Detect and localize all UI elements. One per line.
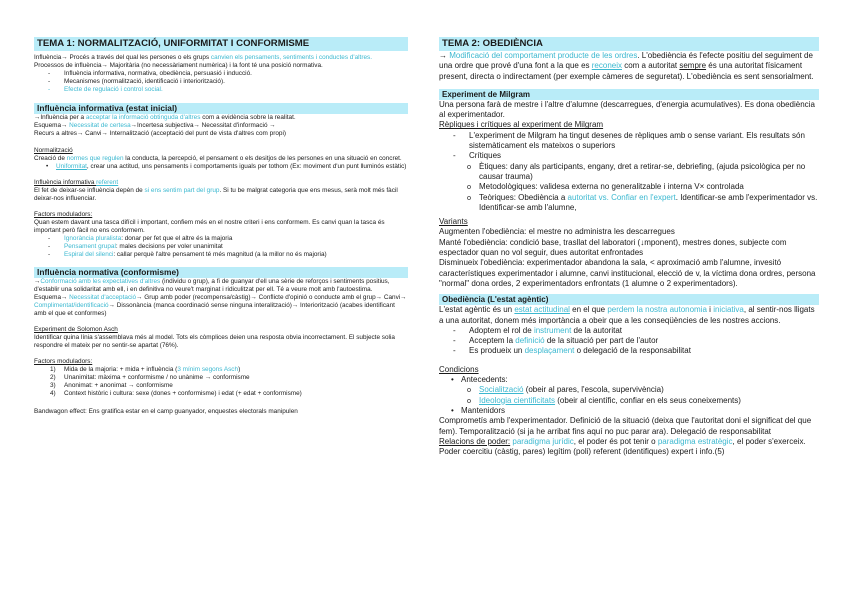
list-item: - Influència informativa, normativa, obediència, persuasió i inducció. [34, 70, 408, 78]
variants-line: Augmenten l'obediència: el mestre no administra les descarregues [439, 227, 675, 237]
right-column [439, 37, 819, 457]
list-item: o Teòriques: Obediència a autoritat vs. Confiar en l'expert. Identificar-se amb l'experimentador vs. Identificar-se amb l'alumne, [439, 193, 819, 214]
agentic-list [439, 326, 819, 357]
normative-text: →Conformació amb les expectatives d'altres (individu o grup), a fi de guanyar d'ell una sèrie de reforços i sentiments positius, d'establir una solidaritat amb ell, i en definitiva no veure't marginat i ridiculitzat per ell. Té a veure molt amb l'autoestima. [34, 278, 390, 293]
asch-text: Identificar quina línia s'assemblava més al model. Tots els còmplices deien una resposta obvia incorrectament. El subjecte solia respondre el mateix per no sentir-se apartat (76%). [34, 334, 395, 349]
normalization-text: Creació de normes que regulen la conducta, la percepció, el pensament o els desitjos de les persones en una situació en concret. [34, 155, 402, 162]
antecedents-list [439, 385, 819, 406]
modulators-list [34, 235, 408, 259]
asch-heading: Experiment de Solomon Asch [34, 326, 118, 333]
list-item: - Ignorància pluralista: donar per fet que el altre és la majoria [34, 235, 408, 243]
list-item: • Antecedents: [439, 375, 819, 385]
list-item: - Pensament grupal: males decisions per voler unanimitat [34, 243, 408, 251]
power-relations-text: Relacions de poder: paradigma jurídic, el poder és pot tenir o paradigma estratègic, el poder s'exerceix. Poder coercitiu (càstig, pares) legítim (poli) referent (identifiques) expert i info.(5) [439, 436, 806, 457]
info-influence-text: →Influència per a acceptar la informació obtinguda d'altres com a evidència sobre la realitat. [34, 114, 296, 121]
list-item: • Mantenidors [439, 406, 819, 416]
normalization-list [34, 163, 408, 171]
variants-heading: Variants [439, 217, 468, 227]
list-item: o Metodològiques: validesa externa no generalitzable i interna V× controlada [439, 182, 819, 192]
list-item: o Socialització (obeir al pares, l'escola, supervivència) [439, 385, 819, 395]
list-item: - Crítiques [439, 151, 819, 161]
milgram-replicas-heading: Rèpliques i crítiques al experiment de Milgram [439, 120, 604, 130]
influence-definition: Influència→ Procés a través del qual les persones o els grups canvien els pensaments, sentiments i conductes d'altres. [34, 54, 372, 61]
list-item: 1) Mida de la majoria: + mida + influència (3 mínim segons Asch) [50, 366, 241, 373]
conditions-heading: Condicions [439, 364, 479, 374]
milgram-list [439, 131, 819, 162]
info-influence-heading: Influència informativa (estat inicial) [34, 103, 408, 114]
obedience-intro: → Modificació del comportament producte de les ordres. L'obediència és l'efecte positiu del seguiment de una ordre que prové d'una font a la que es reconeix com a autoritat sempre és una autoritat físicament present, directa o indirectament (per exemple càmeres de seguretat). L'obediència es sent sensorialment. [439, 51, 814, 81]
bandwagon-text: Bandwagon effect: Ens gratifica estar en el camp guanyador, enquestes electorals manipulen [34, 408, 298, 415]
tema2-title: TEMA 2: OBEDIÈNCIA [439, 37, 819, 51]
info-scheme-cont: Recurs a altres→ Canvi→ Internalització (acceptació del punt de vista d'altres com propi) [34, 130, 286, 137]
list-item: - L'experiment de Milgram ha tingut desenes de rèpliques amb o sense variant. Els resultats són sistemàticament els mateixos o superiors [439, 131, 819, 152]
factors-list [34, 366, 408, 398]
factors-heading: Factors moduladors: [34, 358, 93, 365]
list-item: o Ideologia cientificitats (obeir al científic, confiar en els seus coneixements) [439, 396, 819, 406]
list-item: 3) Anonimat: + anonimat → conformisme [50, 382, 173, 389]
processes-list [34, 70, 408, 94]
list-item: o Ètiques: dany als participants, engany, dret a retirar-se, debriefing, (ajuda psicològica per no causar trauma) [439, 162, 819, 183]
normative-scheme: Esquema→ Necessitat d'acceptació→ Grup amb poder (recompensa/càstig)→ Conflicte d'opinió o conducte amb el grup→ Canvi→ Complimentat/identificació→ Dissonància (manca coordinació sense ninguna interalització)→ Interiorització (acabes identificant amb el que et conformes) [34, 294, 407, 317]
variants-line: Disminueix l'obediència: experimentador abandona la sala, < aproximació amb l'alumne, invesitó característiques experimentador i alumne, canvi institucional, elecció de v, la víctima dona ordres, persona "normal" dona ordes, 2 experimentadors enfrontats (1 alumne o 2 experimentadors). [439, 258, 816, 288]
list-item: - Es produeix un desplaçament o delegació de la responsabilitat [439, 346, 819, 356]
tema1-title: TEMA 1: NORMALITZACIÓ, UNIFORMITAT I CONFORMISME [34, 37, 408, 51]
referent-text: El fet de deixar-se influència depèn de si ens sentim part del grup. Si tu be malgrat categoria que ens mesus, serà molt més fàcil deixar-nos influenciar. [34, 187, 398, 202]
list-item: - Espiral del silenci: callar perquè l'altre pensament té més magnitud (a la millor no és majoria) [34, 251, 408, 259]
list-item: - Adoptem el rol de instrument de la autoritat [439, 326, 819, 336]
list-item: • Uniformitat, crear una actitud, uns pensaments i comportaments iguals per tothom (Ex: moviment d'un punt lluminós estàtic) [34, 163, 408, 171]
agentic-heading: Obediència (L'estat agèntic) [439, 294, 819, 305]
list-item: - Efecte de regulació i control social. [34, 86, 408, 94]
referent-heading: Influència informativa referent [34, 179, 119, 186]
modulators-text: Quan estem davant una tasca difícil i important, confiem més en el nostre criteri i ens conformem. Es canvi quan la tasca és important però fàcil no ens conformem. [34, 219, 385, 234]
milgram-heading: Experiment de Milgram [439, 89, 819, 100]
influence-processes: Processos de influència→ Majoritària (no necessàriament numèrica) i la font té una posició normativa. [34, 62, 323, 69]
conditions-list [439, 375, 819, 385]
list-item: 4) Context històric i cultura: sexe (dones + conformisme) i edat (+ edat + conformisme) [50, 390, 302, 397]
agentic-text: L'estat agèntic és un estat actitudinal en el que perdem la nostra autonomia i iniciativa, al sentir-nos lligats a una autoritat, donem més importància a obeir que a les conseqüències de les nostres accions. [439, 305, 815, 325]
left-column [34, 37, 408, 416]
list-item: - Acceptem la definició de la situació per part de l'autor [439, 336, 819, 346]
info-scheme: Esquema→ Necessitat de certesa→Incertesa subjectiva→ Necessitat d'informació → [34, 122, 276, 129]
modulators-heading: Factors moduladors: [34, 211, 93, 218]
commitment-text: Comprometís amb l'experimentador. Definició de la situació (deixa que l'autoritat doni el significat del que fem). Temporalització (si ja he arribat fins aquí no puc parar ara). Delegació de responsabilitat [439, 416, 812, 436]
critiques-list [439, 162, 819, 213]
variants-line: Manté l'obediència: condició base, trasllat del laboratori (↓mponent), mestres dones, subjecte com espectador quan no vol seguir, dues autoritat enfrontades [439, 237, 787, 258]
maintainers-list [439, 406, 819, 416]
milgram-text: Una persona farà de mestre i l'altre d'alumne (descarregues, d'energia acumulatives). Es dona obediència al experimentador. [439, 99, 815, 120]
list-item: 2) Unanimitat: màxima + conformisme / no unànime → conformisme [50, 374, 250, 381]
normalization-heading: Normalització [34, 147, 73, 154]
normative-influence-heading: Influència normativa (conformisme) [34, 267, 408, 278]
list-item: - Mecanismes (normalització, identificació i interiorització). [34, 78, 408, 86]
